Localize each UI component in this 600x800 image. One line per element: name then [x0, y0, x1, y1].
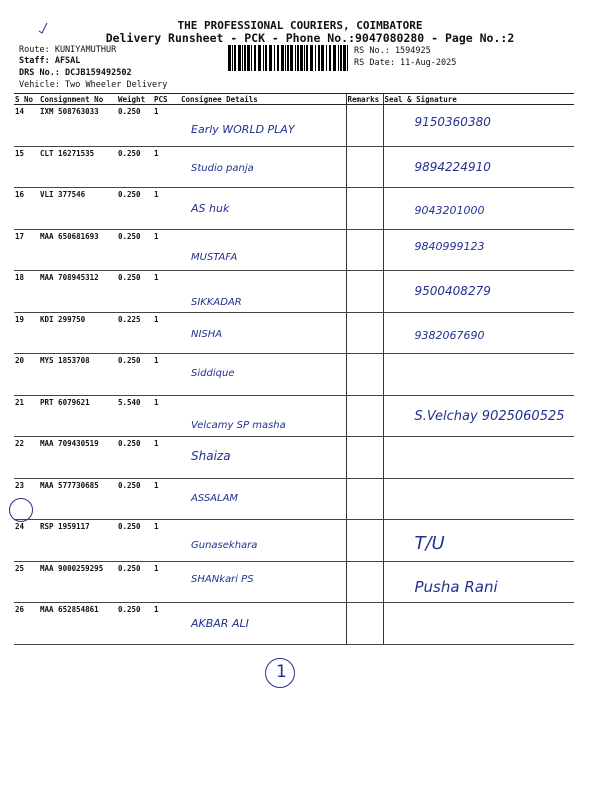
- cell-seal-signature: [383, 312, 574, 354]
- cell-text: 1: [154, 231, 159, 241]
- barcode-bar: [244, 45, 246, 71]
- table-row: [14, 395, 574, 437]
- rs-date: RS Date: 11-Aug-2025: [354, 58, 457, 68]
- col-consignee: Consignee Details: [180, 94, 346, 105]
- cell-seal-signature: [383, 437, 574, 479]
- barcode-bar: [281, 45, 284, 71]
- cell-text: 18: [15, 273, 25, 282]
- cell-text: MAA 708945312: [40, 273, 99, 282]
- rs-number: RS No.: 1594925: [354, 46, 431, 56]
- barcode-bar: [232, 45, 233, 71]
- consignee-handwriting: AKBAR ALI: [191, 617, 249, 630]
- consignee-handwriting: SHANkari PS: [191, 573, 254, 585]
- cell-text: KDI 299750: [40, 314, 86, 324]
- cell-text: 23: [15, 480, 25, 490]
- cell-pcs: [153, 271, 180, 313]
- table-row: [14, 229, 574, 271]
- runsheet-subtitle: Delivery Runsheet - PCK - Phone No.:9047080280 - Page No.:2: [105, 31, 515, 45]
- cell-remarks: [346, 354, 383, 396]
- cell-consignee: [180, 312, 346, 354]
- cell-sno: [14, 229, 39, 271]
- cell-sno: [14, 437, 39, 479]
- cell-text: 1: [154, 148, 159, 158]
- cell-text: 1: [154, 397, 159, 407]
- cell-text: 1: [154, 563, 159, 573]
- cell-seal-signature: [383, 271, 574, 313]
- cell-consignee: [180, 146, 346, 188]
- cell-remarks: [346, 478, 383, 520]
- barcode-bar: [304, 45, 305, 71]
- vehicle-label: Vehicle: Two Wheeler Delivery: [19, 80, 168, 90]
- consignee-handwriting: AS huk: [191, 202, 230, 215]
- cell-remarks: [346, 603, 383, 645]
- cell-weight: [117, 229, 153, 271]
- cell-text: 0.250: [118, 231, 141, 241]
- consignee-handwriting: Shaiza: [191, 449, 231, 463]
- barcode-bar: [263, 45, 264, 71]
- cell-text: 5.540: [118, 397, 141, 407]
- barcode-bar: [347, 45, 348, 71]
- cell-text: PRT 6079621: [40, 397, 90, 407]
- barcode-bar: [234, 45, 236, 71]
- seal-handwriting: S.Velchay 9025060525: [414, 408, 565, 424]
- cell-text: 17: [15, 231, 25, 241]
- seal-handwriting: 9043201000: [414, 204, 485, 217]
- col-weight: Weight: [117, 94, 153, 105]
- barcode-bar: [287, 45, 289, 71]
- cell-consignee: [180, 478, 346, 520]
- cell-text: CLT 16271535: [40, 148, 95, 158]
- cell-pcs: [153, 312, 180, 354]
- barcode-bar: [238, 45, 241, 71]
- table-row: [14, 312, 574, 354]
- seal-handwriting: 9894224910: [414, 159, 491, 174]
- cell-consignment-no: [39, 603, 117, 645]
- cell-text: 15: [15, 148, 25, 158]
- seal-handwriting: 9150360380: [414, 115, 491, 129]
- cell-pcs: [153, 395, 180, 437]
- cell-seal-signature: [383, 188, 574, 230]
- cell-consignee: [180, 520, 346, 562]
- barcode-bar: [277, 45, 279, 71]
- cell-text: 24: [15, 522, 25, 531]
- cell-weight: [117, 520, 153, 562]
- cell-text: 19: [15, 314, 25, 324]
- cell-text: 26: [15, 605, 25, 614]
- cell-weight: [117, 105, 153, 147]
- barcode-bar: [295, 45, 296, 71]
- cell-consignment-no: [39, 146, 117, 188]
- cell-text: MYS 1853708: [40, 356, 90, 365]
- barcode-bar: [290, 45, 293, 71]
- barcode-bar: [242, 45, 243, 71]
- cell-text: 1: [154, 605, 159, 614]
- consignee-handwriting: SIKKADAR: [191, 297, 242, 308]
- consignee-handwriting: Siddique: [191, 368, 235, 379]
- cell-sno: [14, 146, 39, 188]
- cell-pcs: [153, 603, 180, 645]
- barcode-bar: [247, 45, 250, 71]
- cell-sno: [14, 354, 39, 396]
- consignee-handwriting: NISHA: [191, 328, 223, 340]
- cell-weight: [117, 478, 153, 520]
- col-seal: Seal & Signature: [383, 94, 574, 105]
- barcode-bar: [300, 45, 303, 71]
- cell-text: 1: [154, 107, 159, 116]
- barcode-bar: [306, 45, 308, 71]
- cell-seal-signature: [383, 520, 574, 562]
- seal-handwriting: Pusha Rani: [414, 577, 498, 596]
- cell-remarks: [346, 520, 383, 562]
- table-row: [14, 478, 574, 520]
- row-24-circle-mark: [9, 498, 33, 522]
- cell-pcs: [153, 105, 180, 147]
- cell-seal-signature: [383, 478, 574, 520]
- cell-sno: [14, 395, 39, 437]
- cell-consignment-no: [39, 395, 117, 437]
- cell-remarks: [346, 229, 383, 271]
- page-number-text: 1: [276, 662, 287, 682]
- cell-consignment-no: [39, 561, 117, 603]
- seal-handwriting: T/U: [414, 533, 445, 554]
- cell-remarks: [346, 437, 383, 479]
- cell-sno: [14, 271, 39, 313]
- cell-text: 16: [15, 190, 25, 199]
- cell-text: IXM 508763033: [40, 107, 99, 116]
- cell-weight: [117, 146, 153, 188]
- cell-sno: [14, 520, 39, 562]
- col-remarks: Remarks: [346, 94, 383, 105]
- cell-text: MAA 709430519: [40, 439, 99, 448]
- barcode-bar: [254, 45, 256, 71]
- cell-text: 1: [154, 273, 159, 282]
- table-row: [14, 271, 574, 313]
- cell-seal-signature: [383, 229, 574, 271]
- consignee-handwriting: Early WORLD PLAY: [191, 123, 295, 136]
- consignee-handwriting: Studio panja: [191, 162, 254, 174]
- table-row: [14, 146, 574, 188]
- cell-weight: [117, 437, 153, 479]
- cell-seal-signature: [383, 395, 574, 437]
- barcode-bar: [310, 45, 313, 71]
- cell-text: 0.250: [118, 439, 141, 448]
- cell-sno: [14, 603, 39, 645]
- barcode-bar: [329, 45, 331, 71]
- cell-remarks: [346, 561, 383, 603]
- barcode-bar: [265, 45, 267, 71]
- cell-text: 22: [15, 439, 25, 448]
- cell-text: 21: [15, 397, 25, 407]
- cell-consignee: [180, 437, 346, 479]
- seal-handwriting: 9500408279: [414, 284, 491, 298]
- table-row: [14, 561, 574, 603]
- cell-text: 0.250: [118, 273, 141, 282]
- cell-seal-signature: [383, 354, 574, 396]
- cell-text: 0.250: [118, 148, 141, 158]
- barcode-bar: [315, 45, 316, 71]
- cell-consignee: [180, 188, 346, 230]
- cell-seal-signature: [383, 603, 574, 645]
- drs-label: DRS No.: DCJB159492502: [19, 68, 132, 78]
- table-row: [14, 354, 574, 396]
- cell-weight: [117, 188, 153, 230]
- cell-remarks: [346, 271, 383, 313]
- page-number-mark: [265, 658, 295, 688]
- barcode-bar: [326, 45, 327, 71]
- table-row: [14, 105, 574, 147]
- cell-consignment-no: [39, 437, 117, 479]
- cell-consignee: [180, 271, 346, 313]
- seal-handwriting: 9840999123: [414, 239, 485, 253]
- cell-sno: [14, 105, 39, 147]
- cell-text: MAA 650681693: [40, 231, 99, 241]
- cell-consignment-no: [39, 478, 117, 520]
- cell-consignee: [180, 354, 346, 396]
- cell-pcs: [153, 478, 180, 520]
- cell-text: MAA 652854861: [40, 605, 99, 614]
- cell-pcs: [153, 188, 180, 230]
- cell-consignment-no: [39, 105, 117, 147]
- company-title: THE PROFESSIONAL COURIERS, COIMBATORE: [177, 19, 423, 32]
- barcode: [228, 45, 350, 71]
- cell-consignee: [180, 603, 346, 645]
- cell-weight: [117, 354, 153, 396]
- cell-pcs: [153, 354, 180, 396]
- cell-text: 1: [154, 356, 159, 365]
- consignee-handwriting: Velcamy SP masha: [191, 419, 286, 431]
- cell-weight: [117, 561, 153, 603]
- cell-seal-signature: [383, 561, 574, 603]
- cell-text: RSP 1959117: [40, 522, 90, 531]
- cell-seal-signature: [383, 146, 574, 188]
- barcode-bar: [269, 45, 272, 71]
- cell-weight: [117, 395, 153, 437]
- cell-consignee: [180, 561, 346, 603]
- consignee-handwriting: Gunasekhara: [191, 540, 258, 551]
- cell-text: 1: [154, 190, 159, 199]
- cell-remarks: [346, 395, 383, 437]
- cell-consignment-no: [39, 188, 117, 230]
- table-header-row: [14, 94, 574, 105]
- cell-text: VLI 377546: [40, 190, 86, 199]
- cell-seal-signature: [383, 105, 574, 147]
- cell-pcs: [153, 437, 180, 479]
- cell-text: 0.225: [118, 314, 141, 324]
- barcode-bar: [343, 45, 346, 71]
- table-row: [14, 520, 574, 562]
- cell-text: 25: [15, 563, 25, 573]
- cell-text: 1: [154, 480, 159, 490]
- cell-remarks: [346, 312, 383, 354]
- col-pcs: PCS: [153, 94, 180, 105]
- cell-text: 0.250: [118, 563, 141, 573]
- cell-consignment-no: [39, 354, 117, 396]
- cell-consignment-no: [39, 312, 117, 354]
- cell-text: MAA 577730685: [40, 480, 99, 490]
- cell-consignee: [180, 105, 346, 147]
- col-consignment: Consignment No: [39, 94, 117, 105]
- cell-remarks: [346, 146, 383, 188]
- cell-pcs: [153, 520, 180, 562]
- cell-remarks: [346, 105, 383, 147]
- cell-pcs: [153, 561, 180, 603]
- cell-pcs: [153, 146, 180, 188]
- staff-label: Staff: AFSAL: [19, 56, 81, 66]
- col-sno: S No: [14, 94, 39, 105]
- cell-text: 0.250: [118, 480, 141, 490]
- cell-text: 0.250: [118, 522, 141, 531]
- route-label: Route: KUNIYAMUTHUR: [19, 45, 117, 55]
- cell-sno: [14, 312, 39, 354]
- consignee-handwriting: MUSTAFA: [191, 251, 238, 263]
- cell-consignment-no: [39, 229, 117, 271]
- cell-consignment-no: [39, 271, 117, 313]
- barcode-bar: [338, 45, 339, 71]
- seal-handwriting: 9382067690: [414, 328, 485, 342]
- barcode-bar: [297, 45, 299, 71]
- cell-text: 14: [15, 107, 25, 116]
- barcode-bar: [318, 45, 320, 71]
- cell-text: 1: [154, 522, 159, 531]
- cell-text: MAA 9000259295: [40, 563, 104, 573]
- cell-text: 1: [154, 439, 159, 448]
- barcode-bar: [274, 45, 275, 71]
- cell-text: 0.250: [118, 605, 141, 614]
- barcode-bar: [258, 45, 261, 71]
- delivery-table: [14, 94, 574, 645]
- cell-text: 1: [154, 314, 159, 324]
- table-row: [14, 437, 574, 479]
- cell-sno: [14, 188, 39, 230]
- cell-sno: [14, 561, 39, 603]
- cell-consignment-no: [39, 520, 117, 562]
- barcode-bar: [228, 45, 231, 71]
- table-row: [14, 603, 574, 645]
- cell-consignee: [180, 229, 346, 271]
- table-row: [14, 188, 574, 230]
- cell-weight: [117, 271, 153, 313]
- cell-weight: [117, 312, 153, 354]
- cell-text: 20: [15, 356, 25, 365]
- cell-text: 0.250: [118, 190, 141, 199]
- cell-weight: [117, 603, 153, 645]
- cell-text: 0.250: [118, 107, 141, 116]
- barcode-bar: [251, 45, 252, 71]
- barcode-bar: [340, 45, 342, 71]
- cell-consignee: [180, 395, 346, 437]
- barcode-bar: [285, 45, 286, 71]
- cell-text: 0.250: [118, 356, 141, 365]
- barcode-bar: [321, 45, 324, 71]
- barcode-bar: [333, 45, 336, 71]
- cell-remarks: [346, 188, 383, 230]
- cell-pcs: [153, 229, 180, 271]
- consignee-handwriting: ASSALAM: [191, 492, 239, 504]
